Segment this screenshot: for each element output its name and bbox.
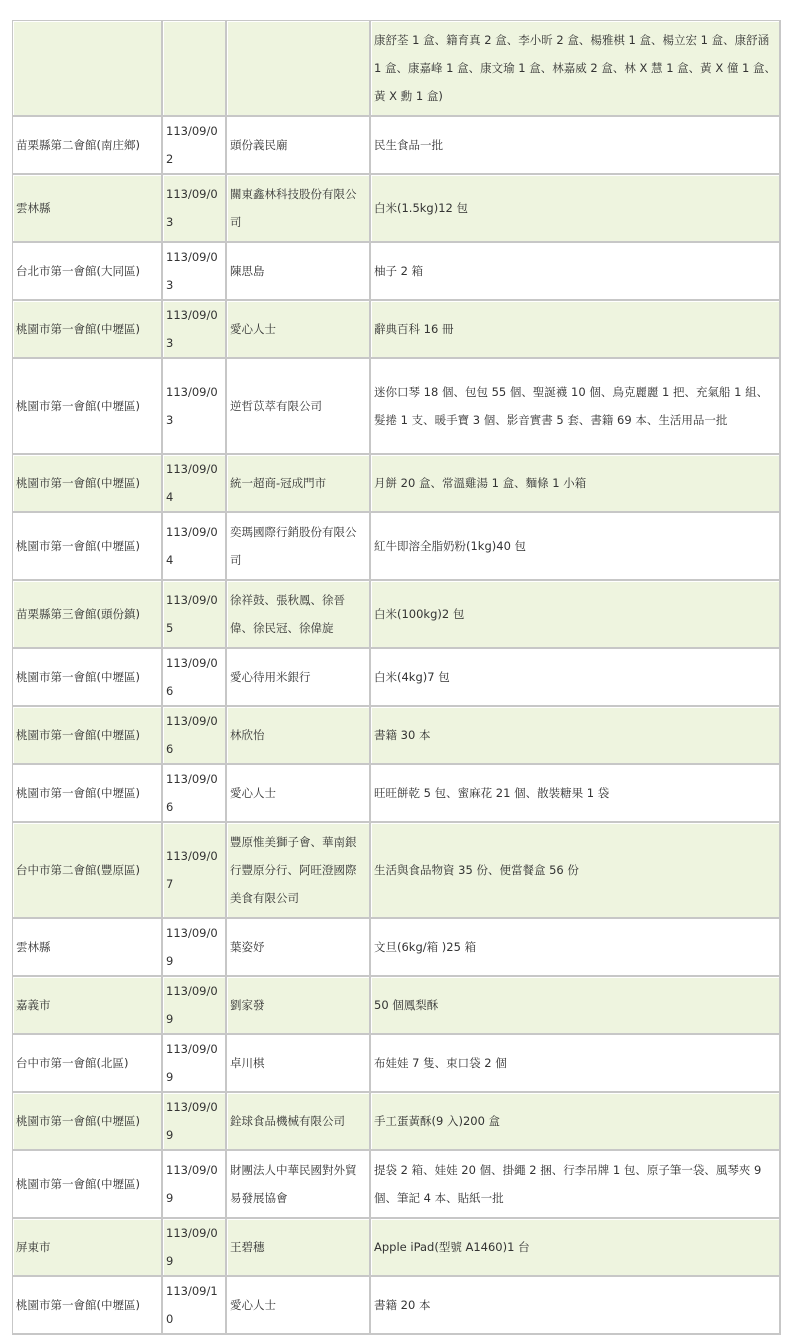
donor-cell: 卓川棋 bbox=[227, 1035, 371, 1093]
venue-cell: 桃園市第一會館(中壢區) bbox=[13, 301, 163, 359]
date-cell: 113/09/09 bbox=[163, 1219, 227, 1277]
date-cell: 113/09/09 bbox=[163, 1035, 227, 1093]
table-row bbox=[13, 707, 781, 765]
venue-cell: 桃園市第一會館(中壢區) bbox=[13, 1093, 163, 1151]
items-cell: 民生食品一批 bbox=[371, 117, 781, 175]
donor-cell: 統一超商-冠成門市 bbox=[227, 455, 371, 513]
date-cell: 113/09/03 bbox=[163, 301, 227, 359]
venue-cell: 苗栗縣第二會館(南庄鄉) bbox=[13, 117, 163, 175]
table-row bbox=[13, 513, 781, 581]
table-row bbox=[13, 1151, 781, 1219]
items-cell: 白米(4kg)7 包 bbox=[371, 649, 781, 707]
items-cell: 手工蛋黃酥(9 入)200 盒 bbox=[371, 1093, 781, 1151]
donor-cell: 逆哲苡萃有限公司 bbox=[227, 359, 371, 455]
items-cell: Apple iPad(型號 A1460)1 台 bbox=[371, 1219, 781, 1277]
donor-cell: 豐原惟美獅子會、華南銀行豐原分行、阿旺澄國際美食有限公司 bbox=[227, 823, 371, 919]
venue-cell: 雲林縣 bbox=[13, 175, 163, 243]
venue-cell: 台北市第一會館(大同區) bbox=[13, 243, 163, 301]
items-cell: 書籍 30 本 bbox=[371, 707, 781, 765]
donor-cell: 愛心人士 bbox=[227, 1277, 371, 1335]
table-row bbox=[13, 243, 781, 301]
table-row bbox=[13, 1219, 781, 1277]
items-cell: 文旦(6kg/箱 )25 箱 bbox=[371, 919, 781, 977]
venue-cell: 桃園市第一會館(中壢區) bbox=[13, 455, 163, 513]
venue-cell: 台中市第二會館(豐原區) bbox=[13, 823, 163, 919]
items-cell: 紅牛即溶全脂奶粉(1kg)40 包 bbox=[371, 513, 781, 581]
table-row bbox=[13, 649, 781, 707]
donor-cell bbox=[227, 21, 371, 117]
items-cell: 生活與食品物資 35 份、便當餐盒 56 份 bbox=[371, 823, 781, 919]
table-row bbox=[13, 765, 781, 823]
table-row bbox=[13, 21, 781, 117]
date-cell: 113/09/06 bbox=[163, 765, 227, 823]
date-cell: 113/09/09 bbox=[163, 1093, 227, 1151]
venue-cell: 桃園市第一會館(中壢區) bbox=[13, 765, 163, 823]
donor-cell: 王碧穗 bbox=[227, 1219, 371, 1277]
venue-cell: 雲林縣 bbox=[13, 919, 163, 977]
donor-cell: 愛心待用米銀行 bbox=[227, 649, 371, 707]
venue-cell: 桃園市第一會館(中壢區) bbox=[13, 513, 163, 581]
date-cell: 113/09/04 bbox=[163, 455, 227, 513]
table-row bbox=[13, 1093, 781, 1151]
items-cell: 辭典百科 16 冊 bbox=[371, 301, 781, 359]
items-cell: 50 個鳳梨酥 bbox=[371, 977, 781, 1035]
donor-cell: 陳思島 bbox=[227, 243, 371, 301]
items-cell: 白米(1.5kg)12 包 bbox=[371, 175, 781, 243]
table-row bbox=[13, 977, 781, 1035]
date-cell: 113/09/05 bbox=[163, 581, 227, 649]
date-cell: 113/09/06 bbox=[163, 707, 227, 765]
items-cell: 迷你口琴 18 個、包包 55 個、聖誕襪 10 個、鳥克麗麗 1 把、充氣船 1 組、髮捲 1 支、暖手寶 3 個、影音實書 5 套、書籍 69 本、生活用品一批 bbox=[371, 359, 781, 455]
venue-cell: 台中市第一會館(北區) bbox=[13, 1035, 163, 1093]
donor-cell: 徐祥鼓、張秋鳳、徐晉偉、徐民冠、徐偉旋 bbox=[227, 581, 371, 649]
venue-cell: 桃園市第一會館(中壢區) bbox=[13, 359, 163, 455]
items-cell: 旺旺餅乾 5 包、蜜麻花 21 個、散裝糖果 1 袋 bbox=[371, 765, 781, 823]
donor-cell: 財團法人中華民國對外貿易發展協會 bbox=[227, 1151, 371, 1219]
date-cell: 113/09/03 bbox=[163, 175, 227, 243]
table-row bbox=[13, 919, 781, 977]
donor-cell: 愛心人士 bbox=[227, 765, 371, 823]
venue-cell: 桃園市第一會館(中壢區) bbox=[13, 707, 163, 765]
donor-cell: 林欣怡 bbox=[227, 707, 371, 765]
date-cell: 113/09/09 bbox=[163, 1151, 227, 1219]
items-cell: 白米(100kg)2 包 bbox=[371, 581, 781, 649]
items-cell: 康舒荃 1 盒、籍育真 2 盒、李小昕 2 盒、楊雅棋 1 盒、楊立宏 1 盒、康舒涵 1 盒、康嘉峰 1 盒、康文瑜 1 盒、林嘉威 2 盒、林 X 慧 1 盒、黃 X 僮 1 盒、黃 X 勳 1 盒) bbox=[371, 21, 781, 117]
venue-cell: 桃園市第一會館(中壢區) bbox=[13, 1277, 163, 1335]
donor-cell: 奕瑪國際行銷股份有限公司 bbox=[227, 513, 371, 581]
date-cell: 113/09/04 bbox=[163, 513, 227, 581]
donor-cell: 愛心人士 bbox=[227, 301, 371, 359]
date-cell: 113/09/09 bbox=[163, 919, 227, 977]
items-cell: 書籍 20 本 bbox=[371, 1277, 781, 1335]
table-row bbox=[13, 359, 781, 455]
table-row bbox=[13, 117, 781, 175]
table-row bbox=[13, 823, 781, 919]
date-cell: 113/09/09 bbox=[163, 977, 227, 1035]
date-cell: 113/09/06 bbox=[163, 649, 227, 707]
table-row bbox=[13, 301, 781, 359]
donor-cell: 葉姿妤 bbox=[227, 919, 371, 977]
table-row bbox=[13, 1277, 781, 1335]
donor-cell: 銓球食品機械有限公司 bbox=[227, 1093, 371, 1151]
table-row bbox=[13, 1035, 781, 1093]
venue-cell: 桃園市第一會館(中壢區) bbox=[13, 649, 163, 707]
venue-cell: 嘉義市 bbox=[13, 977, 163, 1035]
table-row bbox=[13, 581, 781, 649]
items-cell: 布娃娃 7 隻、束口袋 2 個 bbox=[371, 1035, 781, 1093]
donor-cell: 關東鑫林科技股份有限公司 bbox=[227, 175, 371, 243]
date-cell bbox=[163, 21, 227, 117]
donor-cell: 劉家發 bbox=[227, 977, 371, 1035]
items-cell: 月餅 20 盒、常溫雞湯 1 盒、麵條 1 小箱 bbox=[371, 455, 781, 513]
items-cell: 柚子 2 箱 bbox=[371, 243, 781, 301]
donor-cell: 頭份義民廟 bbox=[227, 117, 371, 175]
table-row bbox=[13, 455, 781, 513]
items-cell: 提袋 2 箱、娃娃 20 個、掛繩 2 捆、行李吊牌 1 包、原子筆一袋、風琴夾 9 個、筆記 4 本、貼紙一批 bbox=[371, 1151, 781, 1219]
donation-table bbox=[12, 20, 781, 1335]
date-cell: 113/09/10 bbox=[163, 1277, 227, 1335]
venue-cell bbox=[13, 21, 163, 117]
date-cell: 113/09/03 bbox=[163, 243, 227, 301]
table-row bbox=[13, 175, 781, 243]
venue-cell: 苗栗縣第三會館(頭份鎮) bbox=[13, 581, 163, 649]
donation-table-page bbox=[12, 20, 780, 1335]
date-cell: 113/09/07 bbox=[163, 823, 227, 919]
date-cell: 113/09/03 bbox=[163, 359, 227, 455]
venue-cell: 桃園市第一會館(中壢區) bbox=[13, 1151, 163, 1219]
venue-cell: 屏東市 bbox=[13, 1219, 163, 1277]
date-cell: 113/09/02 bbox=[163, 117, 227, 175]
